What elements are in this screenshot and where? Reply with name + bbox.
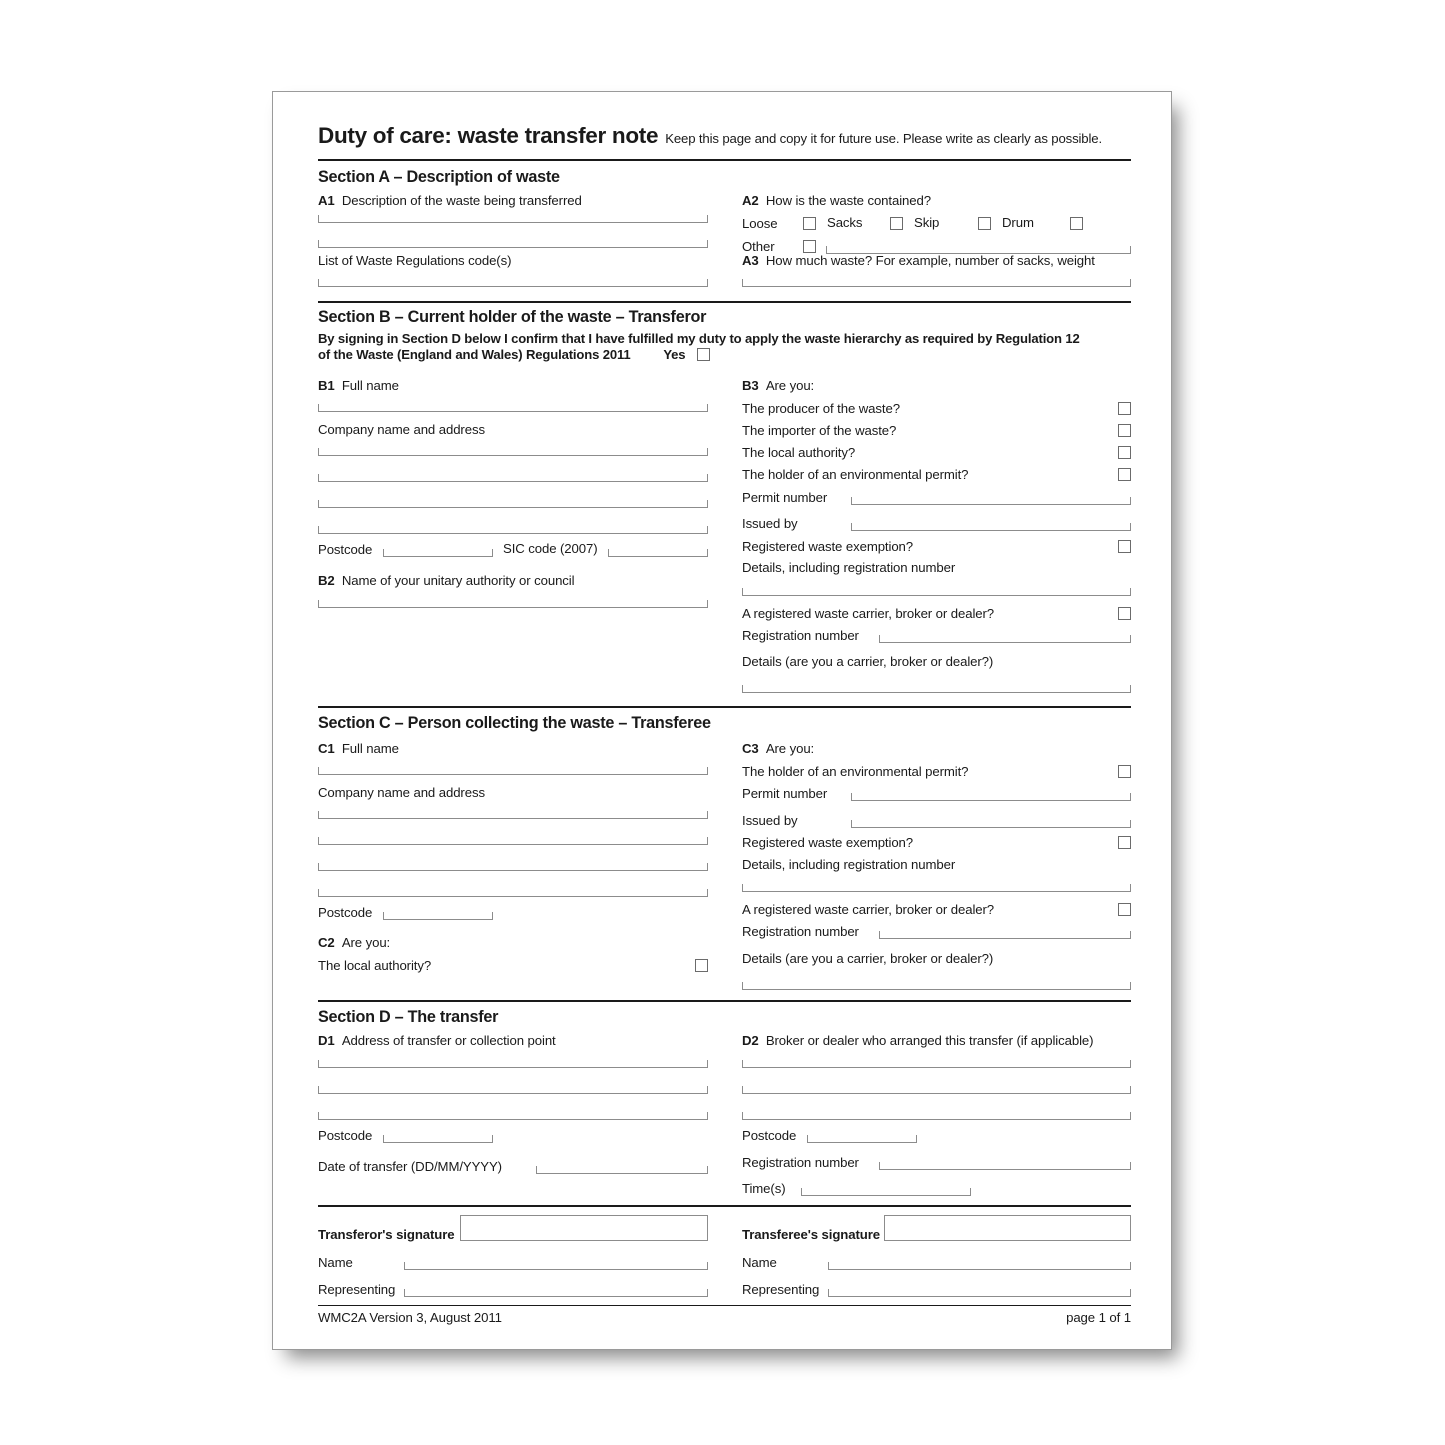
c-exemption-details-input[interactable]	[742, 880, 1131, 892]
c-registration-number-label: Registration number	[742, 924, 859, 939]
footer-page-number: page 1 of 1	[1066, 1310, 1131, 1325]
c3-option-permit-holder: The holder of an environmental permit?	[742, 763, 1131, 781]
page-subtitle: Keep this page and copy it for future use. Please write as clearly as possible.	[665, 131, 1102, 146]
d2-registration-number-row	[742, 1154, 1131, 1172]
d2-registration-number-label: Registration number	[742, 1155, 859, 1170]
c-exemption-details-label: Details, including registration number	[742, 857, 956, 872]
checkbox-drum[interactable]	[1070, 217, 1083, 230]
b1-full-name-input[interactable]	[318, 400, 708, 412]
d2-registration-number-input[interactable]	[879, 1158, 1131, 1170]
b-permit-number-input[interactable]	[851, 493, 1131, 505]
d-date-input[interactable]	[536, 1162, 708, 1174]
c-permit-number-row	[742, 785, 1131, 803]
transferor-name-row	[318, 1254, 708, 1272]
b-permit-number-label: Permit number	[742, 490, 828, 505]
checkbox-b3-importer[interactable]	[1118, 424, 1131, 437]
c-postcode-label: Postcode	[318, 905, 373, 920]
b-exemption-label: Registered waste exemption?	[742, 539, 914, 554]
section-b-declaration: By signing in Section D below I confirm that I have fulfilled my duty to apply the waste hierarchy as required by Regulation 12 of the Waste (England and Wales) Regulations 2011 Yes	[318, 331, 1080, 362]
c-postcode-input[interactable]	[383, 908, 493, 920]
containment-sacks-label: Sacks	[827, 215, 863, 230]
a2-label: A2 How is the waste contained?	[742, 193, 931, 208]
section-d-heading: Section D – The transfer	[318, 1008, 499, 1026]
c-issued-by-label: Issued by	[742, 813, 798, 828]
d2-address-line-1[interactable]	[742, 1056, 1131, 1068]
document-header	[318, 123, 1131, 149]
b-registration-number-input[interactable]	[879, 631, 1131, 643]
d-date-row	[318, 1158, 708, 1176]
checkbox-sacks[interactable]	[890, 217, 903, 230]
b-exemption-row	[742, 538, 1131, 556]
c-carrier-details-label: Details (are you a carrier, broker or dealer?)	[742, 951, 994, 966]
header-divider	[318, 159, 1131, 161]
b-carrier-label: A registered waste carrier, broker or dealer?	[742, 606, 995, 621]
section-a-divider	[318, 301, 1131, 303]
section-c-divider	[318, 1000, 1131, 1002]
b-sic-input[interactable]	[608, 545, 708, 557]
footer-version: WMC2A Version 3, August 2011	[318, 1310, 502, 1325]
section-c-heading: Section C – Person collecting the waste – Transferee	[318, 714, 711, 732]
checkbox-c-registered-carrier[interactable]	[1118, 903, 1131, 916]
checkbox-c2-local-authority[interactable]	[695, 959, 708, 972]
d-date-label: Date of transfer (DD/MM/YYYY)	[318, 1159, 502, 1174]
transferee-signature-box[interactable]	[884, 1215, 1131, 1241]
containment-drum-label: Drum	[1002, 215, 1034, 230]
c1-full-name-input[interactable]	[318, 763, 708, 775]
transferor-representing-label: Representing	[318, 1282, 396, 1297]
c-issued-by-row	[742, 812, 1131, 830]
c-company-address-line-3[interactable]	[318, 859, 708, 871]
a3-label: A3 How much waste? For example, number of sacks, weight	[742, 253, 1095, 268]
b-company-address-line-4[interactable]	[318, 522, 708, 534]
b3-option-importer: The importer of the waste?	[742, 422, 1131, 440]
d2-address-line-2[interactable]	[742, 1082, 1131, 1094]
d1-label: D1 Address of transfer or collection point	[318, 1033, 556, 1048]
b3-option-producer: The producer of the waste?	[742, 400, 1131, 418]
checkbox-b3-local-authority[interactable]	[1118, 446, 1131, 459]
b-company-address-line-3[interactable]	[318, 496, 708, 508]
c-company-address-line-2[interactable]	[318, 833, 708, 845]
c-carrier-label: A registered waste carrier, broker or dealer?	[742, 902, 995, 917]
page-title: Duty of care: waste transfer note	[318, 123, 659, 148]
b-permit-number-row	[742, 489, 1131, 507]
checkbox-other[interactable]	[803, 240, 816, 253]
containment-skip-label: Skip	[914, 215, 940, 230]
b2-authority-input[interactable]	[318, 596, 708, 608]
c2-option-local-authority: The local authority?	[318, 957, 708, 975]
d2-times-label: Time(s)	[742, 1181, 786, 1196]
a1-label: A1 Description of the waste being transferred	[318, 193, 582, 208]
d2-postcode-row	[742, 1127, 1131, 1145]
c2-label: C2 Are you:	[318, 935, 391, 950]
b3-label: B3 Are you:	[742, 378, 815, 393]
a2-containment-row	[742, 215, 1131, 233]
c-carrier-details-input[interactable]	[742, 978, 1131, 990]
c-issued-by-input[interactable]	[851, 816, 1131, 828]
d2-times-row	[742, 1180, 1131, 1198]
c-carrier-row	[742, 901, 1131, 919]
checkbox-b-registered-carrier[interactable]	[1118, 607, 1131, 620]
b-registration-number-label: Registration number	[742, 628, 859, 643]
c-permit-number-label: Permit number	[742, 786, 828, 801]
b-company-address-line-1[interactable]	[318, 444, 708, 456]
b-company-label: Company name and address	[318, 422, 485, 437]
b-exemption-details-label: Details, including registration number	[742, 560, 956, 575]
c-registration-number-input[interactable]	[879, 927, 1131, 939]
d1-postcode-input[interactable]	[383, 1131, 493, 1143]
document-page	[272, 91, 1172, 1350]
section-d-divider	[318, 1205, 1131, 1207]
b-postcode-sic-row	[318, 541, 708, 559]
d1-address-line-1[interactable]	[318, 1056, 708, 1068]
c3-label: C3 Are you:	[742, 741, 815, 756]
d2-address-line-3[interactable]	[742, 1108, 1131, 1120]
c-permit-number-input[interactable]	[851, 789, 1131, 801]
d1-address-line-2[interactable]	[318, 1082, 708, 1094]
d2-times-input[interactable]	[801, 1184, 971, 1196]
b-postcode-label: Postcode	[318, 542, 373, 557]
checkbox-loose[interactable]	[803, 217, 816, 230]
yes-label: Yes	[663, 346, 686, 362]
d1-address-line-3[interactable]	[318, 1108, 708, 1120]
c1-label: C1 Full name	[318, 741, 399, 756]
c-registration-number-row	[742, 923, 1131, 941]
transferor-name-input[interactable]	[404, 1258, 708, 1270]
transferor-signature-label: Transferor's signature	[318, 1227, 455, 1242]
footer-divider	[318, 1305, 1131, 1306]
b3-option-permit-holder: The holder of an environmental permit?	[742, 466, 1131, 484]
checkbox-b-waste-exemption[interactable]	[1118, 540, 1131, 553]
section-b-heading: Section B – Current holder of the waste – Transferor	[318, 308, 707, 326]
checkbox-b3-permit-holder[interactable]	[1118, 468, 1131, 481]
b-sic-label: SIC code (2007)	[503, 541, 598, 556]
b-exemption-details-input[interactable]	[742, 584, 1131, 596]
transferee-name-label: Name	[742, 1255, 777, 1270]
transferor-name-label: Name	[318, 1255, 353, 1270]
checkbox-waste-hierarchy-yes[interactable]	[697, 348, 710, 361]
transferor-representing-row	[318, 1281, 708, 1299]
c-company-address-line-1[interactable]	[318, 807, 708, 819]
checkbox-c-waste-exemption[interactable]	[1118, 836, 1131, 849]
b2-label: B2 Name of your unitary authority or council	[318, 573, 575, 588]
b-carrier-details-label: Details (are you a carrier, broker or dealer?)	[742, 654, 994, 669]
containment-loose-label: Loose	[742, 216, 778, 231]
waste-codes-input[interactable]	[318, 275, 708, 287]
transferee-representing-input[interactable]	[828, 1285, 1131, 1297]
b3-option-local-authority: The local authority?	[742, 444, 1131, 462]
b-postcode-input[interactable]	[383, 545, 493, 557]
c-company-label: Company name and address	[318, 785, 485, 800]
transferee-representing-label: Representing	[742, 1282, 820, 1297]
b-carrier-details-input[interactable]	[742, 681, 1131, 693]
d2-postcode-label: Postcode	[742, 1128, 797, 1143]
a3-quantity-input[interactable]	[742, 275, 1131, 287]
transferee-name-row	[742, 1254, 1131, 1272]
b-issued-by-label: Issued by	[742, 516, 798, 531]
d1-postcode-row	[318, 1127, 708, 1145]
containment-other-label: Other	[742, 239, 775, 254]
section-b-divider	[318, 706, 1131, 708]
b1-label: B1 Full name	[318, 378, 399, 393]
b-carrier-row	[742, 605, 1131, 623]
waste-codes-label: List of Waste Regulations code(s)	[318, 253, 512, 268]
checkbox-skip[interactable]	[978, 217, 991, 230]
c-exemption-row	[742, 834, 1131, 852]
transferor-signature-box[interactable]	[460, 1215, 708, 1241]
d1-postcode-label: Postcode	[318, 1128, 373, 1143]
a1-description-line-2[interactable]	[318, 236, 708, 248]
c-exemption-label: Registered waste exemption?	[742, 835, 914, 850]
d2-label: D2 Broker or dealer who arranged this transfer (if applicable)	[742, 1033, 1094, 1048]
b-issued-by-row	[742, 515, 1131, 533]
transferee-name-input[interactable]	[828, 1258, 1131, 1270]
b-company-address-line-2[interactable]	[318, 470, 708, 482]
transferor-representing-input[interactable]	[404, 1285, 708, 1297]
checkbox-c3-permit-holder[interactable]	[1118, 765, 1131, 778]
c-postcode-row	[318, 904, 708, 922]
section-a-heading: Section A – Description of waste	[318, 168, 560, 186]
transferee-signature-label: Transferee's signature	[742, 1227, 881, 1242]
checkbox-b3-producer[interactable]	[1118, 402, 1131, 415]
c-company-address-line-4[interactable]	[318, 885, 708, 897]
transferee-representing-row	[742, 1281, 1131, 1299]
b-registration-number-row	[742, 627, 1131, 645]
b-issued-by-input[interactable]	[851, 519, 1131, 531]
d2-postcode-input[interactable]	[807, 1131, 917, 1143]
a1-description-line-1[interactable]	[318, 211, 708, 223]
